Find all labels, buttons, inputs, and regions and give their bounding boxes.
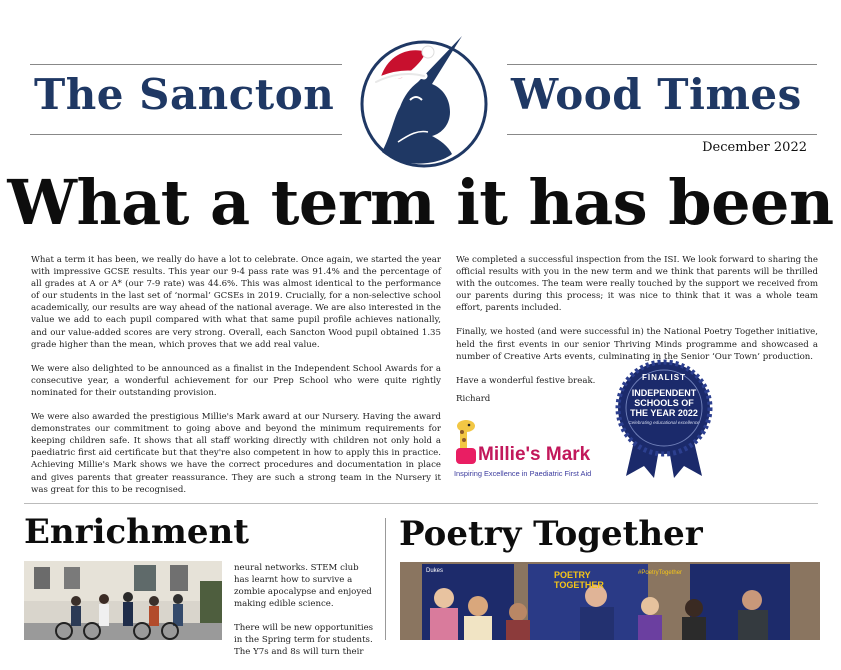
- masthead-top-rule: [30, 64, 342, 65]
- finalist-sub: Celebrating educational excellence: [628, 420, 700, 425]
- enrichment-paragraph: There will be new opportunities in the Spring term for students. The Y7s and 8s will turn their: [234, 623, 374, 657]
- intro-paragraph: Finally, we hosted (and were successful in) the National Poetry Together initiative, held the first events in our senior Thriving Minds programme and showcased a number of Creative Arts events, culminating in the Senior ‘Our Town’ production.: [456, 327, 818, 362]
- millies-mark-tagline: Inspiring Excellence in Paediatric First Aid: [454, 469, 592, 478]
- poetry-brand: Dukes: [426, 568, 444, 574]
- masthead-bottom-rule-right: [507, 134, 817, 135]
- section-divider: [24, 503, 818, 504]
- issue-date: December 2022: [702, 140, 807, 155]
- poetry-photo: [400, 562, 820, 640]
- enrichment-title: Enrichment: [24, 512, 249, 552]
- millies-mark-badge: [452, 418, 602, 482]
- masthead-top-rule-right: [507, 64, 817, 65]
- finalist-line-1: INDEPENDENT: [631, 388, 697, 398]
- intro-paragraph: What a term it has been, we really do have a lot to celebrate. Once again, we started the year with impressive GCSE results. This year our 9-4 pass rate was 91.4% and the percentage of all grades at A or A* (our 7-9 rate) was 44.6%. This was almost identical to the performance of our students in the last set of ‘normal’ GCSEs in 2019. Crucially, for a non-selective school academically, our results are way ahead of the national average. We are also interested in the value we add to each pupil compared with what that same pupil profile achieves nationally, and our value-added scores are very strong. Overall, each Sancton Wood pupil obtained 1.35 grade higher than the mean, which proves that we add real value.: [31, 255, 441, 350]
- poetry-title: Poetry Together: [399, 514, 703, 554]
- column-divider: [385, 518, 386, 640]
- finalist-line-3: THE YEAR 2022: [630, 408, 698, 418]
- masthead-title-right: Wood Times: [511, 70, 802, 119]
- intro-paragraph: We were also awarded the prestigious Millie's Mark award at our Nursery. Having the award demonstrates our commitment to going above and beyond the minimum requirements for keeping children safe. It shows that all staff working directly with children not only hold a paediatric first aid certificate but that they're also competent in how to apply this in practice. Achieving Millie's Mark shows we have the correct procedures and documentation in place and gives parents that greater reassurance. They are such a strong team in the Nursery it was great for this to be recognised.: [31, 412, 441, 495]
- enrichment-paragraph: neural networks. STEM club has learnt how to survive a zombie apocalypse and enjoyed making edible science.: [234, 563, 372, 609]
- intro-left-column: [31, 254, 441, 508]
- enrichment-photo: [24, 561, 222, 640]
- headline: What a term it has been: [7, 166, 834, 239]
- intro-paragraph: We completed a successful inspection from the ISI. We look forward to sharing the official results with you in the new term and we think that parents will be thrilled with the outcomes. The team were really touched by the support we received from our parents during this process; it was nice to think that it was a whole team effort, parents included.: [456, 255, 818, 314]
- millies-mark-name: Millie's Mark: [478, 444, 591, 465]
- intro-paragraph: We were also delighted to be announced as a finalist in the Independent School Awards for a consecutive year, a wonderful achievement for our Prep School who were quite rightly nominated for their outstanding provision.: [31, 363, 441, 398]
- enrichment-text: [234, 562, 374, 670]
- signoff: Richard: [456, 393, 491, 404]
- poetry-banner-text: POETRY TOGETHER: [554, 570, 604, 590]
- poetry-hashtag: #PoetryTogether: [638, 570, 683, 576]
- finalist-line-2: SCHOOLS OF: [634, 398, 694, 408]
- masthead-title-left: The Sancton: [34, 70, 335, 119]
- masthead-bottom-rule: [30, 134, 342, 135]
- intro-paragraph: Have a wonderful festive break.: [456, 375, 596, 386]
- unicorn-logo-icon: [352, 22, 498, 172]
- finalist-label: FINALIST: [642, 373, 686, 382]
